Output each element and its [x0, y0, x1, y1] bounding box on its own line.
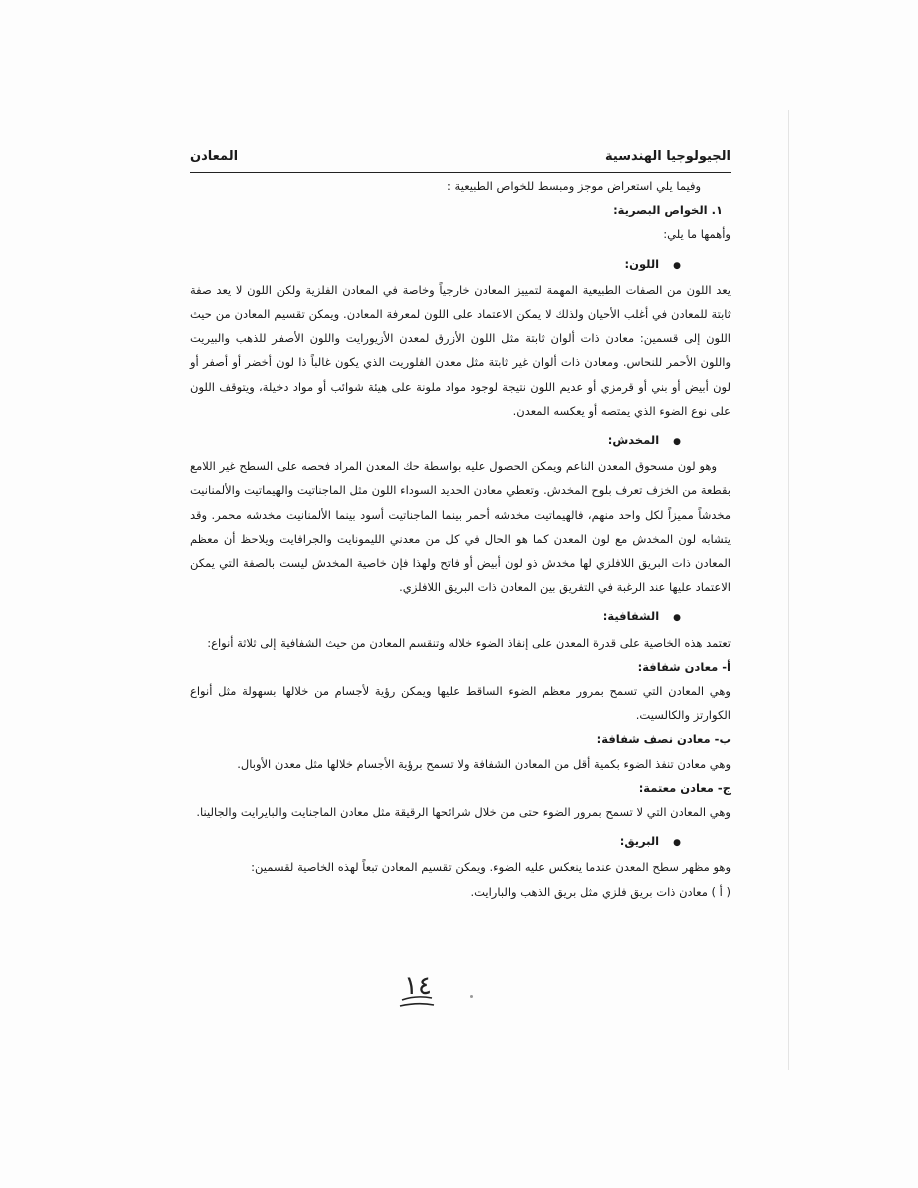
luster-lead: وهو مظهر سطح المعدن عندما ينعكس عليه الضوء. ويمكن تقسيم المعادن تبعاً لهذه الخاصية لقسمين:: [251, 860, 731, 875]
semi-transparent-subtitle: ب- معادن نصف شفافة:: [596, 732, 731, 747]
transparent-subtitle: أ- معادن شفافة:: [637, 659, 731, 674]
section-lead: وأهمها ما يلي:: [663, 227, 731, 242]
semi-transparent-paragraph: وهي معادن تنفذ الضوء بكمية أقل من المعادن الشفافة ولا تسمح برؤية الأجسام خلالها مثل معدن الأوبال.: [237, 756, 731, 771]
color-paragraph: يعد اللون من الصفات الطبيعية المهمة لتمييز المعادن خارجياً وخاصة في المعادن الفلزية ولكن اللون لا يعد صفة ثابتة للمعادن في أغلب الأحيان ولذلك لا يمكن الاعتماد على اللون لمعرفة المعادن. ويمكن تقسيم المعادن من حيث اللون إلى قسمين: معادن ذات ألوان ثابتة مثل اللون الأزرق لمعدن الأزيورايت واللون الأصفر للذهب والبيريت واللون الأحمر للنحاس. ومعادن ذات ألوان غير ثابتة مثل معدن الفلوريت الذي يكون غالباً ذا لون أخضر أو أصفر أو لون أبيض أو بني أو قرمزي أو عديم اللون نتيجة لوجود مواد ملونة على هيئة شوائب أو مواد دخيلة، ويتوقف اللون على نوع الضوء الذي يمتصه أو يعكسه المعدن.: [190, 282, 731, 418]
bullet-icon: ●: [673, 838, 681, 849]
bullet-icon: ●: [673, 437, 681, 448]
transparency-lead: تعتمد هذه الخاصية على قدرة المعدن على إنفاذ الضوء خلاله وتنقسم المعادن من حيث الشفافية إلى ثلاثة أنواع:: [207, 635, 731, 650]
opaque-subtitle: ج- معادن معتمة:: [638, 780, 731, 795]
opaque-paragraph: وهي المعادن التي لا تسمح بمرور الضوء حتى من خلال شرائحها الرقيقة مثل معادن الماجنايت والبايرايت والجالينا.: [196, 805, 731, 820]
streak-paragraph: وهو لون مسحوق المعدن الناعم ويمكن الحصول عليه بواسطة حك المعدن المراد فحصه على السطح غير اللامع بقطعة من الخزف تعرف بلوح المخدش. وتعطي معادن الحديد السوداء اللون مثل الماجناتيت والهيماتيت والألمنانيت مخدشاً مميزاً لكل واحد منهم، فالهيماتيت مخدشه أحمر بينما الماجناتيت أسود بينما الألمنانيت مخدشه محمر. وقد يتشابه لون المخدش مع لون المعدن كما هو الحال في كل من معدني الليمونايت والجرافايت ويلاحظ أن معظم المعادن ذات البريق اللافلزي لها مخدش ذو لون أبيض أو فاتح ولهذا فإن خاصية المخدش ليست بالصفة التي يمكن الاعتماد عليها عند الرغبة في التفريق بين المعادن ذات البريق اللافلزي.: [190, 459, 731, 595]
transparent-paragraph: وهي المعادن التي تسمح بمرور معظم الضوء الساقط عليها ويمكن رؤية لأجسام من خلالها بسهولة مثل أنواع الكوارتز والكالسيت.: [190, 684, 731, 723]
page-number-text: ١٤: [404, 971, 432, 1001]
streak-title: المخدش:: [607, 433, 660, 448]
bullet-icon: ●: [673, 260, 681, 271]
color-title: اللون:: [624, 256, 660, 271]
intro-line: وفيما يلي استعراض موجز ومبسط للخواص الطبيعية :: [447, 179, 701, 193]
page-header: [190, 148, 731, 173]
luster-item-a: ( أ ) معادن ذات بريق فلزي مثل بريق الذهب والبارايت.: [470, 884, 731, 899]
page-body: [190, 174, 731, 904]
bullet-heading-luster: [190, 829, 731, 855]
book-title: الجيولوجيا الهندسية: [605, 149, 731, 164]
bullet-icon: ●: [673, 613, 681, 624]
section-title: ١. الخواص البصرية:: [613, 203, 723, 218]
scan-speck: [470, 995, 473, 998]
page-number: [388, 964, 448, 1014]
bullet-heading-streak: [190, 428, 731, 454]
chapter-title: المعادن: [190, 149, 239, 164]
scan-edge-line: [788, 110, 789, 1070]
bullet-heading-color: [190, 252, 731, 278]
bullet-heading-transparency: [190, 604, 731, 630]
transparency-title: الشفافية:: [602, 609, 660, 624]
luster-title: البريق:: [619, 834, 660, 849]
